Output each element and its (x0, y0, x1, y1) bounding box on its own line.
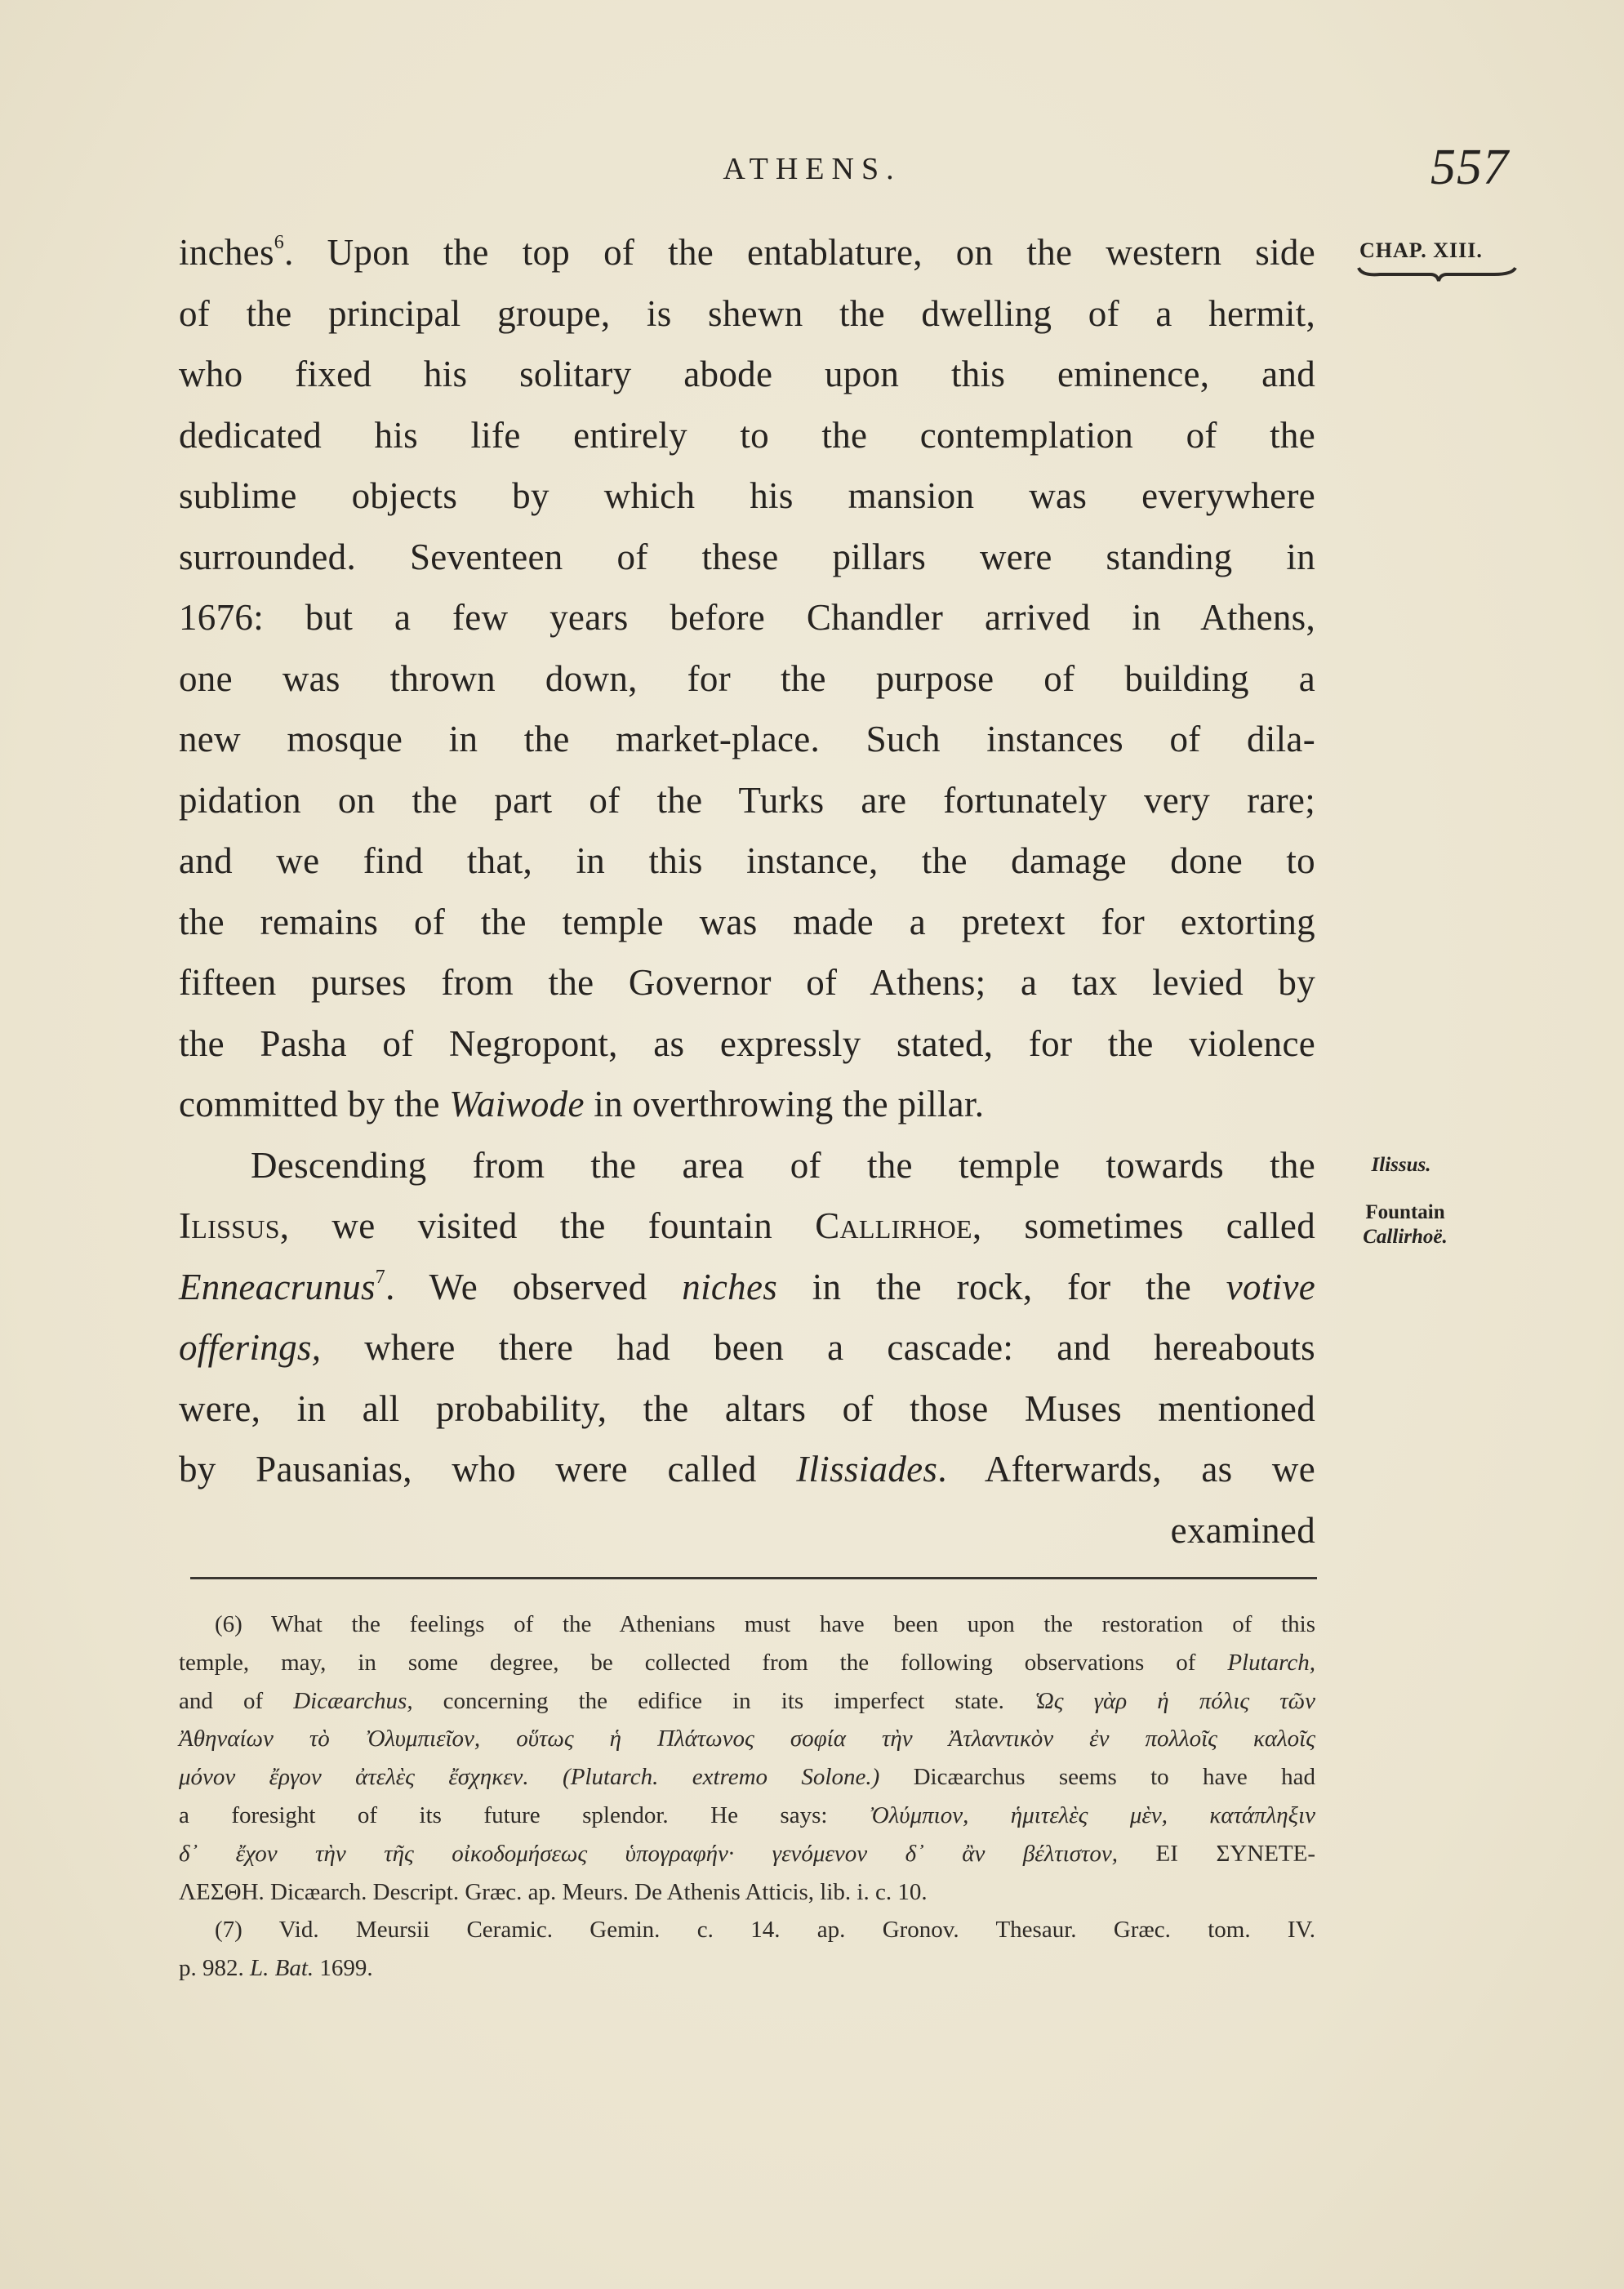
footnote-line: temple, may, in some degree, be collected from the following observations of Plutarch, (179, 1649, 1315, 1676)
footnote-ref-6: 6 (274, 232, 285, 253)
text-line: new mosque in the market-place. Such instances of dila- (179, 719, 1315, 759)
margin-note-fountain-line1: Fountain (1365, 1201, 1445, 1223)
text-line: the remains of the temple was made a pretext for extorting (179, 901, 1315, 942)
footnote-line: and of Dicæarchus, concerning the edifice in its imperfect state. Ὡς γὰρ ἡ πόλις τῶν (179, 1687, 1316, 1714)
text-line: the Pasha of Negropont, as expressly stated, for the violence (179, 1022, 1315, 1064)
text-line: Ilissus, we visited the fountain Callirhoe, sometimes called (179, 1205, 1316, 1246)
margin-chapter-label: CHAP. XIII. (1359, 238, 1483, 262)
text-line: by Pausanias, who were called Ilissiades. Afterwards, as we (179, 1449, 1315, 1490)
chapter-brace-ornament (1355, 265, 1519, 284)
text-line: fifteen purses from the Governor of Athens; a tax levied by (179, 962, 1315, 1003)
text-line: dedicated his life entirely to the contemplation of the (179, 414, 1315, 456)
footnote-rule (190, 1577, 1317, 1579)
footnote-line: ΛΕΣΘΗ. Dicæarch. Descript. Græc. ap. Meurs. De Athenis Atticis, lib. i. c. 10. (179, 1878, 928, 1905)
footnote-line: a foresight of its future splendor. He says: Ὀλύμπιον, ἡμιτελὲς μὲν, κατάπληξιν (179, 1801, 1315, 1828)
margin-note-fountain-line2: Callirhoë. (1363, 1226, 1448, 1248)
footnote-line: (7) Vid. Meursii Ceramic. Gemin. c. 14. ap. Gronov. Thesaur. Græc. tom. IV. (215, 1917, 1315, 1944)
footnote-line: (6) What the feelings of the Athenians must have been upon the restoration of this (215, 1611, 1315, 1637)
footnote-line: Ἀθηναίων τὸ Ὀλυμπιεῖον, οὕτως ἡ Πλάτωνος σοφία τὴν Ἀτλαντικὸν ἐν πολλοῖς καλοῖς (179, 1726, 1315, 1752)
text-line: one was thrown down, for the purpose of building a (179, 657, 1315, 699)
text-line: inches$^6$. Upon the top of the entablature, on the western side (179, 232, 1315, 273)
text-line: Descending from the area of the temple towards the (251, 1144, 1315, 1186)
catchword: examined (1170, 1509, 1315, 1551)
text-line: pidation on the part of the Turks are fortunately very rare; (179, 779, 1315, 821)
page-number: 557 (1430, 140, 1509, 195)
body-text (179, 222, 1315, 1561)
footnote-ref-7: 7 (375, 1266, 386, 1288)
text-line: 1676: but a few years before Chandler arrived in Athens, (179, 597, 1315, 638)
text-line: of the principal groupe, is shewn the dwelling of a hermit, (179, 292, 1315, 334)
text-line: who fixed his solitary abode upon this eminence, and (179, 354, 1315, 394)
margin-note-ilissus: Ilissus. (1371, 1154, 1431, 1176)
text-line: and we find that, in this instance, the damage done to (179, 840, 1315, 881)
running-head: ATHENS. (723, 152, 901, 186)
footnotes (179, 1605, 1315, 1988)
footnote-line: δ᾽ ἔχον τὴν τῆς οἰκοδομήσεως ὑπογραφήν· γενόμενον δ᾽ ἂν βέλτιστον, ΕΙ ΣΥΝΕΤΕ- (179, 1840, 1316, 1867)
text-line: surrounded. Seventeen of these pillars were standing in (179, 536, 1315, 577)
footnote-line: p. 982. L. Bat. 1699. (179, 1955, 373, 1982)
footnote-line: μόνον ἔργον ἀτελὲς ἔσχηκεν. (Plutarch. extremo Solone.) Dicæarchus seems to have had (179, 1764, 1316, 1791)
text-line: sublime objects by which his mansion was everywhere (179, 475, 1315, 516)
text-line: committed by the Waiwode in overthrowing the pillar. (179, 1084, 985, 1124)
margin-note-fountain (1332, 1200, 1479, 1249)
text-line: were, in all probability, the altars of those Muses mentioned (179, 1387, 1315, 1429)
text-line: offerings, where there had been a cascade: and hereabouts (179, 1327, 1315, 1368)
text-line: Enneacrunus$^7$. We observed niches in the rock, for the votive (179, 1266, 1315, 1307)
